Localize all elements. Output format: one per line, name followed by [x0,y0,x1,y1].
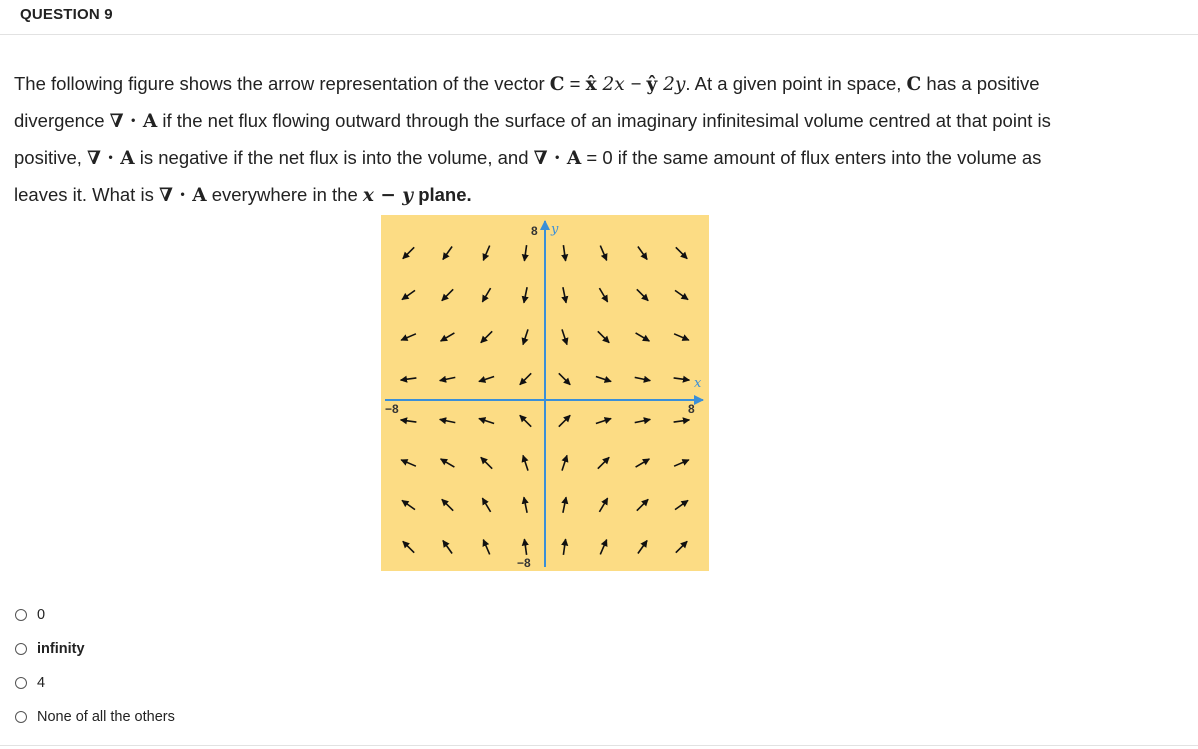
vector-field-plot [381,215,709,571]
radio-button-icon[interactable] [15,643,27,655]
field-arrow [403,541,414,552]
field-arrow [638,541,647,554]
field-arrow [636,333,650,341]
field-arrow [524,287,527,303]
option-label: infinity [37,641,85,657]
y-min-tick-label: −8 [517,556,531,570]
field-arrow [675,290,688,299]
field-arrow [674,420,690,422]
field-arrow [674,378,690,380]
field-arrow [482,498,490,512]
field-arrow [524,245,526,261]
field-arrow [401,460,416,466]
field-arrow [442,499,453,510]
field-arrow [637,499,648,510]
field-arrow [483,246,489,261]
field-arrow [599,498,607,512]
field-arrow [483,540,489,555]
field-arrow [563,245,565,261]
footer-divider [0,745,1198,746]
field-arrow [563,287,566,303]
field-arrow [598,457,609,468]
field-arrow [520,373,531,384]
x-min-tick-label: −8 [385,402,399,416]
field-arrow [524,497,527,513]
y-max-tick-label: 8 [531,224,538,238]
field-arrow [520,415,531,426]
field-arrow [443,541,452,554]
field-arrow [559,415,570,426]
field-arrow [676,247,687,258]
header-divider [0,34,1198,35]
field-arrow [440,377,456,380]
field-arrow [599,288,607,302]
question-line-4: leaves it. What is ∇ · A everywhere in the x − y plane. [14,184,472,206]
option-label: None of all the others [37,709,175,725]
field-arrow [401,420,417,422]
field-arrow [479,377,494,382]
question-line-3: positive, ∇ · A is negative if the net flux is into the volume, and ∇ · A = 0 if the same amount of flux enters into the volume as [14,147,1042,169]
radio-button-icon[interactable] [15,711,27,723]
field-arrow [596,419,611,424]
field-arrow [441,459,455,467]
field-arrow [674,334,689,340]
option-none[interactable] [15,700,175,734]
field-arrow [563,539,565,555]
answer-options [15,598,175,734]
field-arrow [600,540,606,555]
field-arrow [482,288,490,302]
field-arrow [563,497,566,513]
radio-button-icon[interactable] [15,609,27,621]
field-arrow [562,329,567,344]
field-arrow [559,373,570,384]
field-arrow [596,377,611,382]
x-axis-label: x [694,376,702,391]
field-arrow [600,246,606,261]
field-arrow [598,331,609,342]
field-arrow [638,247,647,260]
field-arrow [403,247,414,258]
field-arrow [443,247,452,260]
field-arrow [524,539,526,555]
field-arrow [441,333,455,341]
field-arrow [481,331,492,342]
question-text [14,66,1174,214]
field-arrow [479,419,494,424]
option-label: 0 [37,607,46,623]
field-arrow [401,378,417,380]
field-arrow [674,460,689,466]
question-title: QUESTION 9 [20,6,113,23]
field-arrow [402,290,415,299]
field-arrow [440,419,456,422]
field-arrow [442,289,453,300]
radio-button-icon[interactable] [15,677,27,689]
vector-field-figure [381,215,709,571]
field-arrow [401,334,416,340]
y-axis-label: y [551,222,559,237]
option-4[interactable] [15,666,175,700]
field-arrow [402,500,415,509]
field-arrow [676,541,687,552]
field-arrow [637,289,648,300]
field-arrow [635,377,651,380]
question-line-1: The following figure shows the arrow representation of the vector C = x̂ 2x − ŷ 2y. At a given point in space, C has a positive [14,73,1040,95]
field-arrow [481,457,492,468]
field-arrow [675,500,688,509]
x-max-tick-label: 8 [688,402,695,416]
option-infinity[interactable] [15,632,175,666]
option-label: 4 [37,675,46,691]
option-0[interactable] [15,598,175,632]
field-arrow [523,329,528,344]
field-arrow [562,455,567,470]
field-arrow [636,459,650,467]
question-line-2: divergence ∇ · A if the net flux flowing outward through the surface of an imaginary infinitesimal volume centred at that point is [14,110,1051,132]
field-arrow [635,419,651,422]
field-arrow [523,455,528,470]
